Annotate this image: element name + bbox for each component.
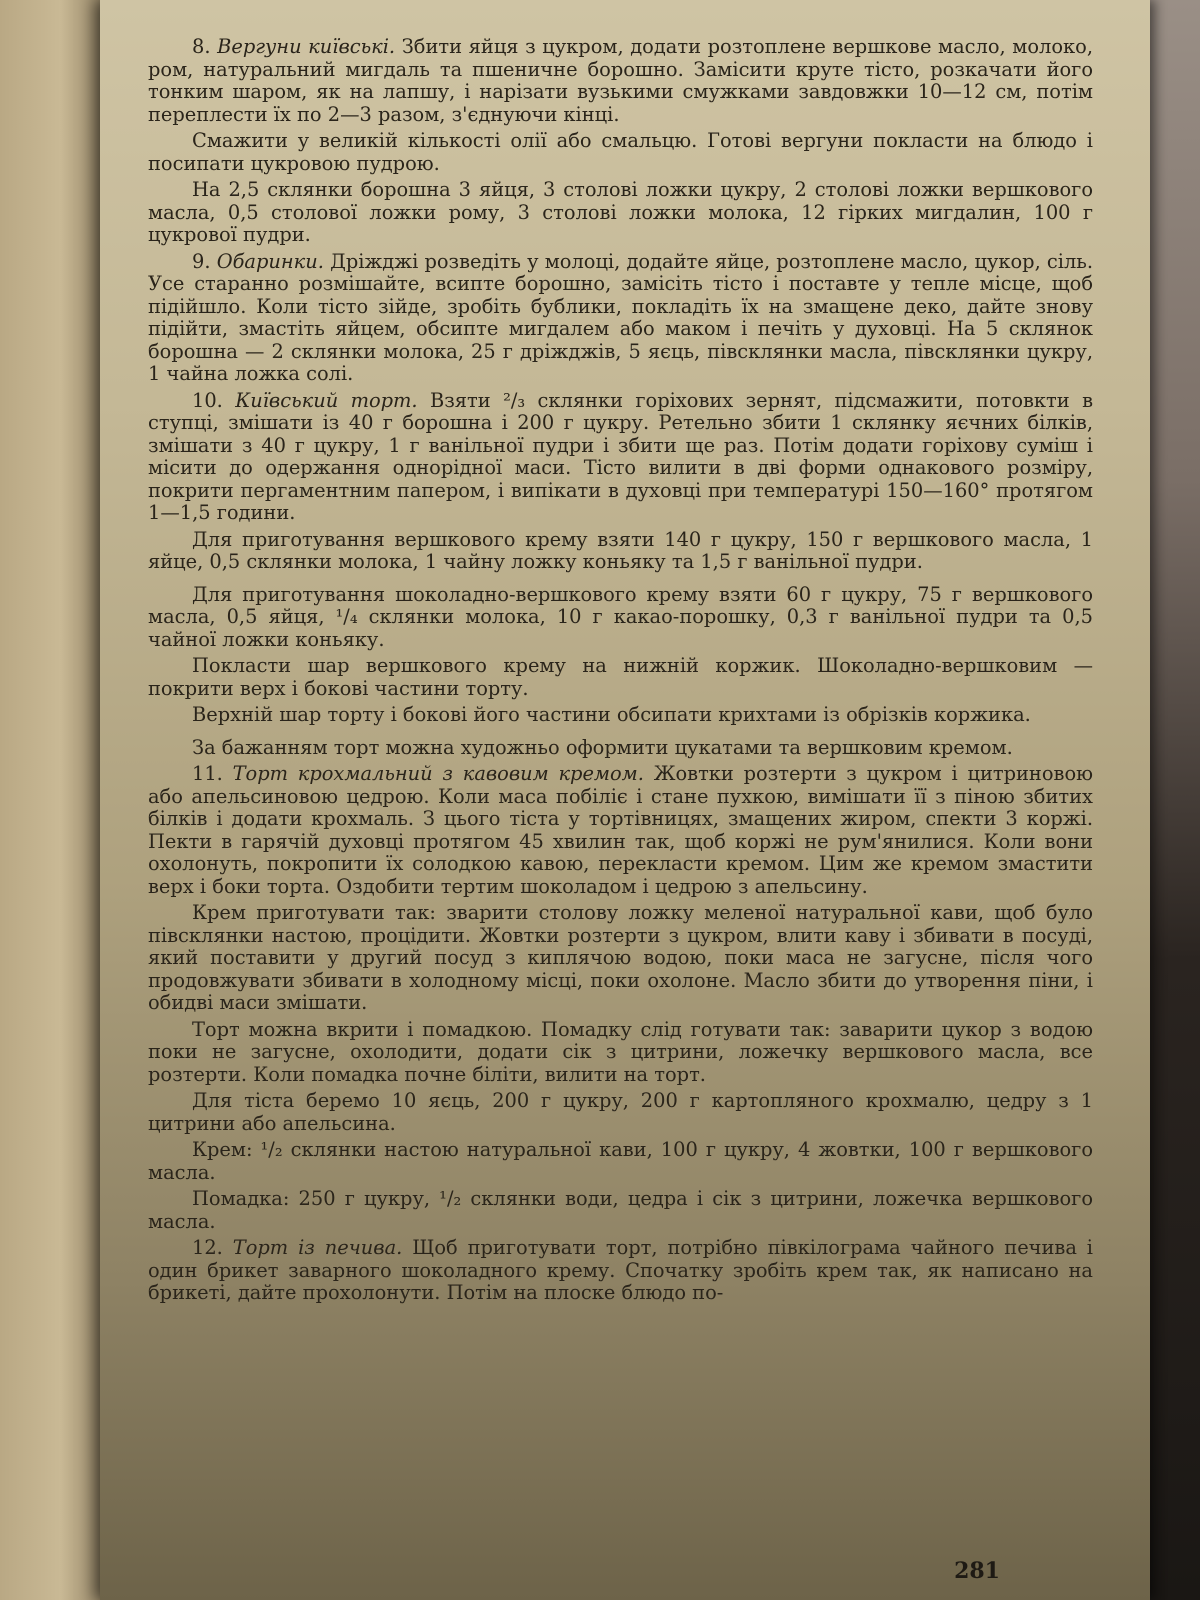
recipe-text: Жовтки розтерти з цукром і цитриновою або апельсиновою цедрою. Коли маса побіліє і стане пухкою, вимішати її з піною збитих білків і додати крохмаль. З цього тіста у тортівницях, змащених жиром, спекти 3 коржі. Пекти в гарячій духовці протягом 45 хвилин так, щоб коржі не рум'янилися. Коли вони охолонуть, покропити їх солодкою кавою, перекласти кремом. Цим же кремом змастити верх і боки торта. Оздобити тертим шоколадом і цедрою з апельсину. xyxy=(148,762,1094,898)
recipe-paragraph: Смажити у великій кількості олії або смальцю. Готові вергуни покласти на блюдо і посипати цукровою пудрою. xyxy=(148,129,1093,175)
recipe-paragraph: Крем приготувати так: зварити столову ложку меленої натуральної кави, щоб було півсклянки настою, процідити. Жовтки розтерти з цукром, влити каву і збивати в посуді, який поставити у другий посуд з киплячою водою, поки маса не загусне, після чого продовжувати збивати в холодному місці, поки охолоне. Масло збити до утворення піни, і обидві маси змішати. xyxy=(148,901,1093,1014)
recipe-number: 10. xyxy=(192,388,223,412)
recipe-paragraph: Для приготування вершкового крему взяти 140 г цукру, 150 г вершкового масла, 1 яйце, 0,5 склянки молока, 1 чайну ложку коньяку та 1,5 г ванільної пудри. xyxy=(148,527,1093,573)
page-number: 281 xyxy=(954,1558,1000,1584)
recipe-paragraph xyxy=(148,1237,1093,1305)
recipe-paragraph: Для тіста беремо 10 яєць, 200 г цукру, 200 г картопляного крохмалю, цедру з 1 цитрини або апельсина. xyxy=(148,1089,1093,1135)
recipe-number: 12. xyxy=(192,1236,223,1259)
recipe-number: 8. xyxy=(192,35,211,58)
recipe-title: Торт із печива. xyxy=(232,1236,403,1259)
recipe-text: Взяти ²/₃ склянки горіхових зернят, підсмажити, потовкти в ступці, змішати із 40 г борошна і 200 г цукру. Ретельно збити 1 склянку яєчних білків, змішати з 40 г цукру, 1 г ванільної пудри і збити ще раз. Потім додати горіхову суміш і місити до одержання однорідної маси. Тісто вилити в дві форми однакового розміру, покрити пергаментним папером, і випікати в духовці при температурі 150—160° протягом 1—1,5 години. xyxy=(148,388,1093,524)
recipe-text: Щоб приготувати торт, потрібно півкілограма чайного печива і один брикет заварного шоколадного крему. Спочатку зробіть крем так, як написано на брикеті, дайте прохолонути. Потім на плоске блюдо по- xyxy=(148,1236,1094,1304)
book-page xyxy=(100,0,1150,1600)
recipe-number: 11. xyxy=(192,762,223,785)
recipe-number: 9. xyxy=(192,249,211,273)
recipe-paragraph xyxy=(148,36,1093,126)
recipe-text: Дріжджі розведіть у молоці, додайте яйце, розтоплене масло, цукор, сіль. Усе старанно розмішайте, всипте борошно, замісіть тісто і поставте у тепле місце, щоб підійшло. Коли тісто зійде, зробіть бублики, покладіть їх на змащене деко, дайте знову підійти, змастіть яйцем, обсипте мигдалем або маком і печіть у духовці. На 5 склянок борошна — 2 склянки молока, 25 г дріжджів, 5 яєць, півсклянки масла, півсклянки цукру, 1 чайна ложка солі. xyxy=(148,249,1094,385)
recipe-paragraph xyxy=(148,763,1093,898)
recipe-title: Київський торт. xyxy=(235,388,418,412)
recipe-paragraph: Верхній шар торту і бокові його частини обсипати крихтами із обрізків коржика. xyxy=(192,703,1031,726)
recipe-paragraph: Покласти шар вершкового крему на нижній коржик. Шоколадно-вершковим — покрити верх і бокові частини торту. xyxy=(148,654,1093,700)
recipe-paragraph: За бажанням торт можна художньо оформити цукатами та вершковим кремом. xyxy=(192,735,1013,759)
recipe-title: Вергуни київські. xyxy=(217,35,396,58)
recipe-paragraph: Торт можна вкрити і помадкою. Помадку слід готувати так: заварити цукор з водою поки не загусне, охолодити, додати сік з цитрини, ложечку вершкового масла, все розтерти. Коли помадка почне біліти, вилити на торт. xyxy=(148,1017,1093,1086)
left-page-edge xyxy=(0,0,110,1600)
recipe-paragraph: Помадка: 250 г цукру, ¹/₂ склянки води, цедра і сік з цитрини, ложечка вершкового масла. xyxy=(148,1187,1093,1233)
recipe-title: Торт крохмальний з кавовим кремом. xyxy=(232,762,644,785)
recipe-paragraph: Крем: ¹/₂ склянки настою натуральної кави, 100 г цукру, 4 жовтки, 100 г вершкового масла. xyxy=(148,1138,1093,1184)
recipe-title: Обаринки. xyxy=(216,249,324,273)
recipe-paragraph xyxy=(148,390,1093,525)
recipe-paragraph: На 2,5 склянки борошна 3 яйця, 3 столові ложки цукру, 2 столові ложки вершкового масла, 0,5 столової ложки рому, 3 столові ложки молока, 12 гірких мигдалин, 100 г цукрової пудри. xyxy=(148,178,1093,246)
page-body xyxy=(148,36,1093,1309)
recipe-text: Збити яйця з цукром, додати розтоплене вершкове масло, молоко, ром, натуральний мигдаль та пшеничне борошно. Замісити круте тісто, розкачати його тонким шаром, як на лапшу, і нарізати вузькими смужками завдовжки 10—12 см, потім переплести їх по 2—3 разом, з'єднуючи кінці. xyxy=(148,35,1093,126)
recipe-paragraph: Для приготування шоколадно-вершкового крему взяти 60 г цукру, 75 г вершкового масла, 0,5 яйця, ¹/₄ склянки молока, 10 г какао-порошку, 0,3 г ванільної пудри та 0,5 чайної ложки коньяку. xyxy=(148,582,1093,651)
recipe-paragraph xyxy=(148,251,1093,386)
